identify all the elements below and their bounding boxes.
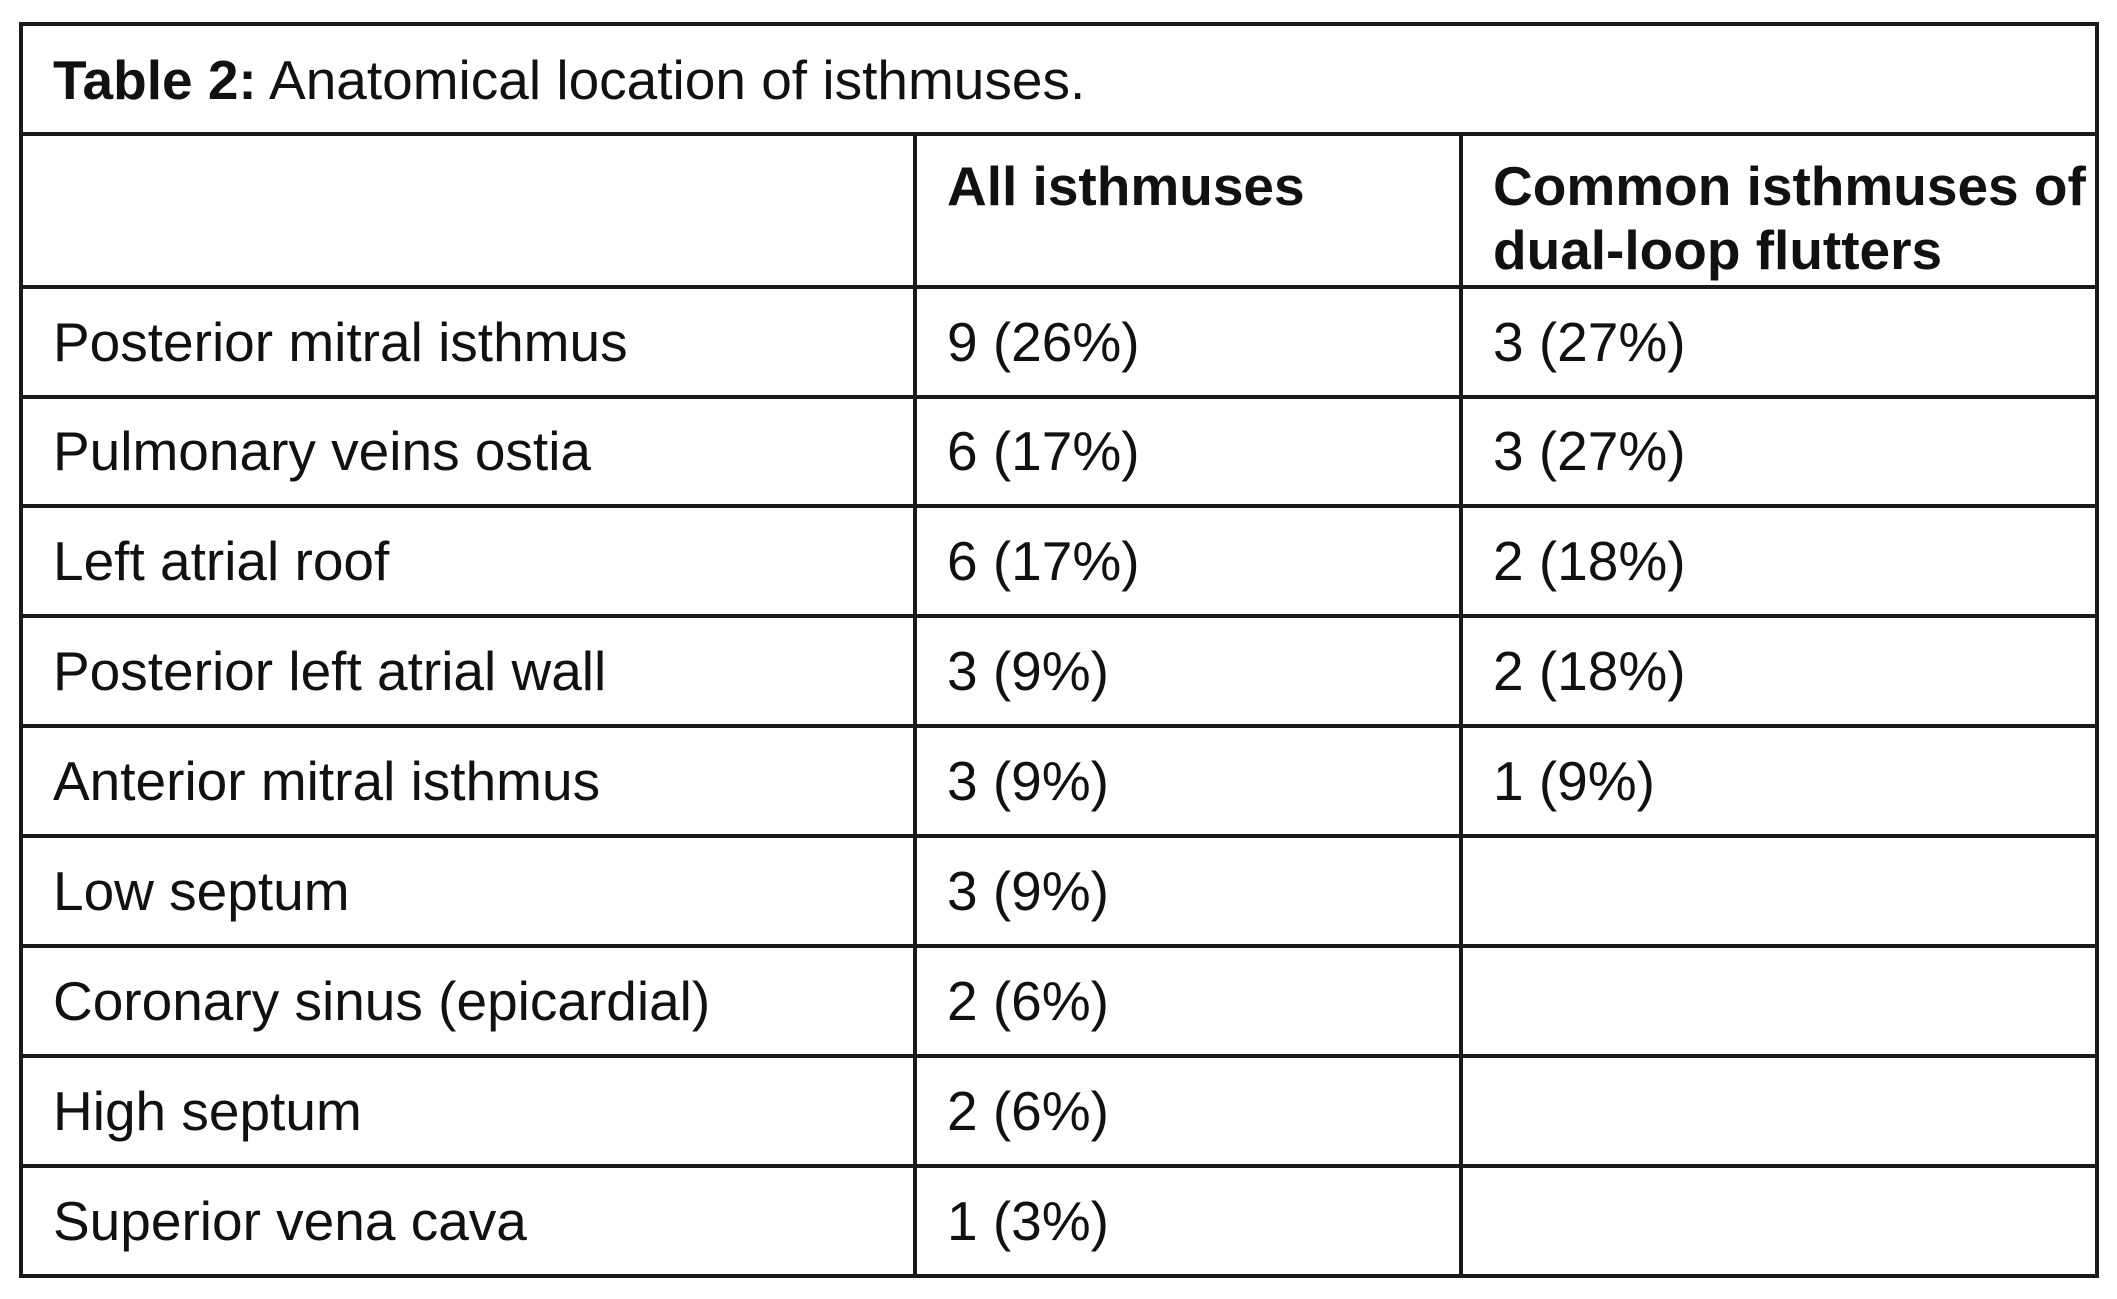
header-all-isthmuses: All isthmuses bbox=[915, 134, 1461, 287]
header-location bbox=[23, 134, 915, 287]
isthmus-location-table bbox=[23, 26, 2095, 1274]
table-row bbox=[23, 726, 2095, 836]
cell-location: Left atrial roof bbox=[23, 506, 915, 616]
cell-common: 3 (27%) bbox=[1461, 397, 2095, 507]
table-caption-row bbox=[23, 26, 2095, 134]
table-row bbox=[23, 836, 2095, 946]
table-caption-text: Anatomical location of isthmuses. bbox=[256, 48, 1086, 111]
cell-location: Anterior mitral isthmus bbox=[23, 726, 915, 836]
cell-all: 6 (17%) bbox=[915, 397, 1461, 507]
cell-all: 6 (17%) bbox=[915, 506, 1461, 616]
table-row bbox=[23, 1056, 2095, 1166]
cell-all: 1 (3%) bbox=[915, 1166, 1461, 1274]
cell-location: High septum bbox=[23, 1056, 915, 1166]
cell-all: 3 (9%) bbox=[915, 836, 1461, 946]
cell-location: Posterior mitral isthmus bbox=[23, 287, 915, 397]
cell-all: 2 (6%) bbox=[915, 1056, 1461, 1166]
cell-all: 9 (26%) bbox=[915, 287, 1461, 397]
cell-all: 2 (6%) bbox=[915, 946, 1461, 1056]
table-row bbox=[23, 616, 2095, 726]
cell-location: Low septum bbox=[23, 836, 915, 946]
cell-common: 2 (18%) bbox=[1461, 616, 2095, 726]
table-header-row bbox=[23, 134, 2095, 287]
cell-common bbox=[1461, 1056, 2095, 1166]
cell-common bbox=[1461, 836, 2095, 946]
cell-common: 3 (27%) bbox=[1461, 287, 2095, 397]
cell-common bbox=[1461, 946, 2095, 1056]
header-common-isthmuses: Common isthmuses of dual-loop flutters bbox=[1461, 134, 2095, 287]
cell-common: 1 (9%) bbox=[1461, 726, 2095, 836]
cell-common: 2 (18%) bbox=[1461, 506, 2095, 616]
cell-location: Superior vena cava bbox=[23, 1166, 915, 1274]
table-row bbox=[23, 1166, 2095, 1274]
isthmus-table-frame bbox=[19, 22, 2099, 1278]
table-row bbox=[23, 287, 2095, 397]
cell-location: Posterior left atrial wall bbox=[23, 616, 915, 726]
table-caption-label: Table 2: bbox=[53, 48, 257, 111]
cell-all: 3 (9%) bbox=[915, 616, 1461, 726]
table-row bbox=[23, 506, 2095, 616]
cell-location: Pulmonary veins ostia bbox=[23, 397, 915, 507]
table-row bbox=[23, 946, 2095, 1056]
cell-all: 3 (9%) bbox=[915, 726, 1461, 836]
cell-location: Coronary sinus (epicardial) bbox=[23, 946, 915, 1056]
cell-common bbox=[1461, 1166, 2095, 1274]
table-row bbox=[23, 397, 2095, 507]
table-caption bbox=[23, 26, 2095, 134]
